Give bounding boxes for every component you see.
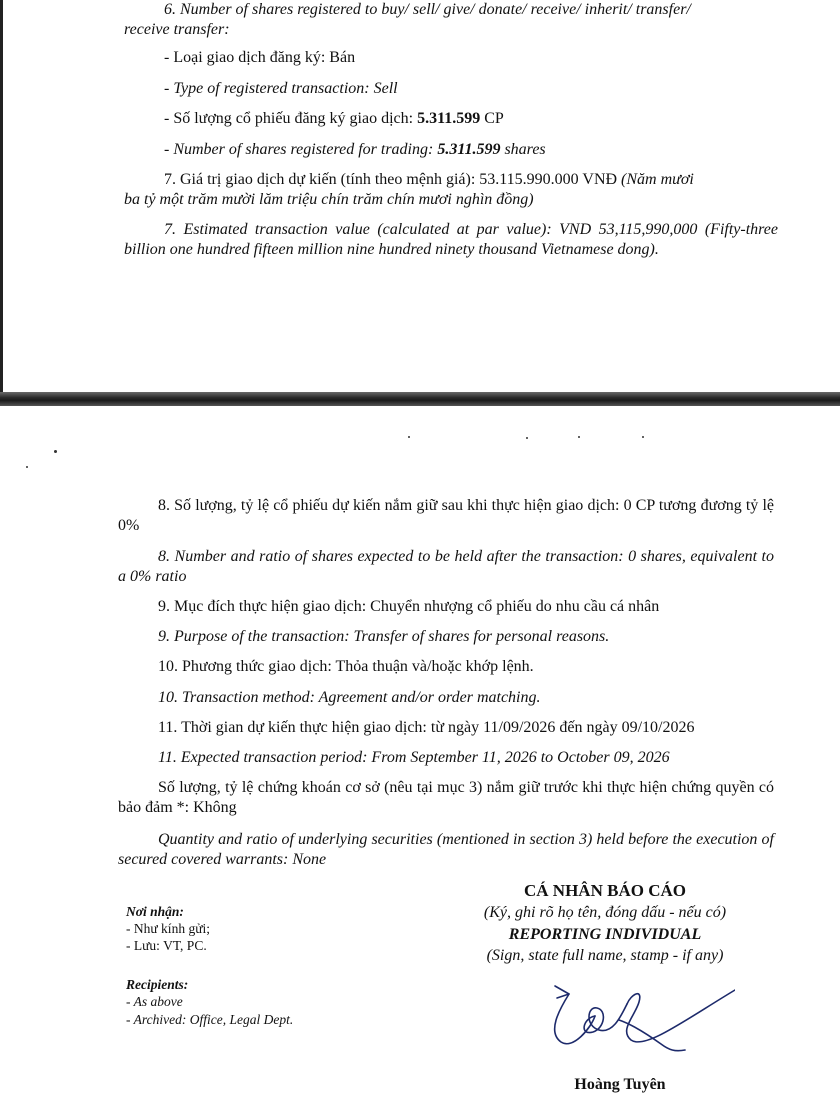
transaction-type-vi: - Loại giao dịch đăng ký: Bán [164,49,356,66]
signer-name: Hoàng Tuyên [574,1076,666,1093]
item11-english: 11. Expected transaction period: From September 11, 2026 to October 09, 2026 [158,749,670,766]
item7-vi-line2: ba tỷ một trăm mười lăm triệu chín trăm chín mươi nghìn đồng) [124,191,534,208]
reporter-note-vi: (Ký, ghi rõ họ tên, đóng dấu - nếu có) [483,904,727,921]
item7-vi-line1 [164,170,694,190]
item8-english: 8. Number and ratio of shares expected to be held after the transaction: 0 shares, equivalent to a 0% ratio [118,548,774,585]
scan-speck [578,436,580,438]
scan-speck [26,466,28,468]
shares-registered-vi-value: 5.311.599 [417,110,481,127]
item6-english-line2: receive transfer: [124,21,230,38]
recipients-vi-item: - Như kính gửi; [126,921,211,936]
scan-speck [642,436,644,438]
recipients-vi-title: Nơi nhận: [126,904,184,919]
item8-vietnamese: 8. Số lượng, tỷ lệ cổ phiếu dự kiến nắm giữ sau khi thực hiện giao dịch: 0 CP tương đương tỷ lệ 0% [118,497,774,534]
recipients-en-title: Recipients: [126,977,189,992]
scan-speck [54,450,57,453]
page-separator [0,392,840,406]
transaction-type-en: - Type of registered transaction: Sell [164,80,398,97]
scan-speck [526,437,528,439]
item7-vi-text: 7. Giá trị giao dịch dự kiến (tính theo mệnh giá): 53.115.990.000 VNĐ [164,171,622,188]
handwritten-signature [535,980,735,1060]
item10-vietnamese: 10. Phương thức giao dịch: Thỏa thuận và/hoặc khớp lệnh. [158,658,534,675]
underlying-securities-en: Quantity and ratio of underlying securities (mentioned in section 3) held before the execution of secured covered warrants: None [118,831,774,868]
shares-registered-en-label: - Number of shares registered for trading: [164,141,438,158]
item9-english: 9. Purpose of the transaction: Transfer of shares for personal reasons. [158,628,610,645]
item9-vietnamese: 9. Mục đích thực hiện giao dịch: Chuyển nhượng cổ phiếu do nhu cầu cá nhân [158,598,660,615]
recipients-en-item: - As above [126,994,183,1009]
item11-vietnamese: 11. Thời gian dự kiến thực hiện giao dịch: từ ngày 11/09/2026 đến ngày 09/10/2026 [158,719,695,736]
item7-english: 7. Estimated transaction value (calculated at par value): VND 53,115,990,000 (Fifty-three billion one hundred fifteen million nine hundred ninety thousand Vietnamese dong). [124,221,778,258]
item10-english: 10. Transaction method: Agreement and/or order matching. [158,689,541,706]
shares-registered-en [164,140,546,160]
scan-speck [408,436,410,438]
reporter-title-vi: CÁ NHÂN BÁO CÁO [524,881,686,900]
reporter-note-en: (Sign, state full name, stamp - if any) [486,947,724,964]
shares-registered-en-unit: shares [500,141,546,158]
shares-registered-vi [164,109,504,129]
item6-english-line1: 6. Number of shares registered to buy/ sell/ give/ donate/ receive/ inherit/ transfer/ [164,1,691,18]
shares-registered-vi-label: - Số lượng cổ phiếu đăng ký giao dịch: [164,110,418,127]
reporter-title-en: REPORTING INDIVIDUAL [508,926,702,943]
recipients-en-item: - Archived: Office, Legal Dept. [126,1012,294,1027]
recipients-vi-item: - Lưu: VT, PC. [126,938,207,953]
item7-vi-words-start: (Năm mươi [621,171,694,188]
underlying-securities-vi: Số lượng, tỷ lệ chứng khoán cơ sở (nêu tại mục 3) nắm giữ trước khi thực hiện chứng quyền có bảo đảm *: Không [118,779,774,816]
shares-registered-vi-unit: CP [480,110,504,127]
shares-registered-en-value: 5.311.599 [437,141,501,158]
